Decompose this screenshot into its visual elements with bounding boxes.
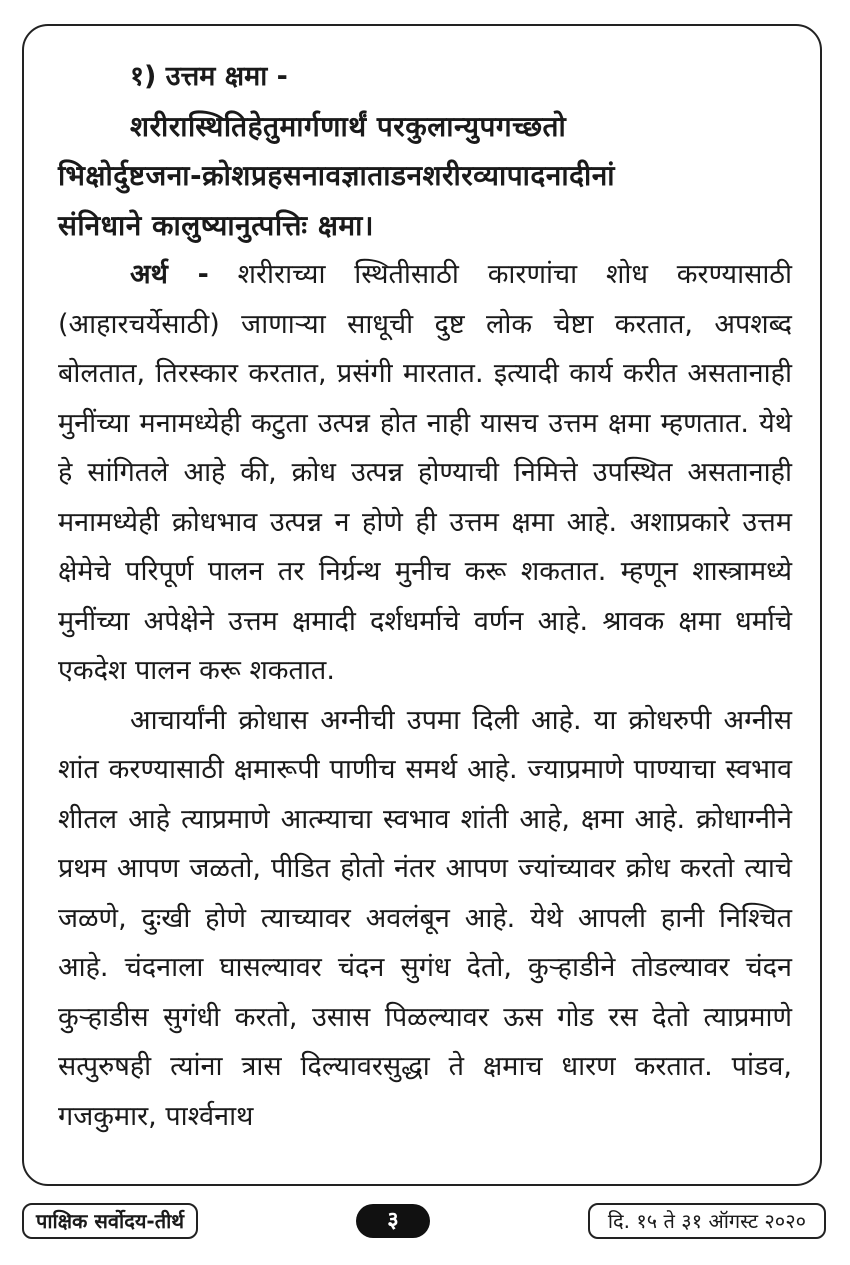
- verse-line-1: शरीरास्थितिहेतुमार्गणार्थं परकुलान्युपगच्छतो: [130, 109, 567, 143]
- publication-name-badge: पाक्षिक सर्वोदय-तीर्थ: [22, 1203, 198, 1239]
- sanskrit-verse: [58, 102, 792, 251]
- meaning-label: अर्थ -: [130, 259, 209, 290]
- verse-line-2: भिक्षोर्दुष्टजना-क्रोशप्रहसनावज्ञाताडनशरीरव्यापादनादीनां: [58, 159, 615, 192]
- meaning-paragraph: [58, 250, 792, 696]
- verse-line-3: संनिधाने कालुष्यानुत्पत्तिः क्षमा।: [58, 208, 375, 242]
- page-number-badge: ३: [356, 1204, 430, 1238]
- section-heading: १) उत्तम क्षमा -: [130, 61, 288, 92]
- body-paragraph: आचार्यांनी क्रोधास अग्नीची उपमा दिली आहे. या क्रोधरुपी अग्नीस शांत करण्यासाठी क्षमारूपी पाणीच समर्थ आहे. ज्याप्रमाणे पाण्याचा स्वभाव शीतल आहे त्याप्रमाणे आत्म्याचा स्वभाव शांती आहे, क्षमा आहे. क्रोधाग्नीने प्रथम आपण जळतो, पीडित होतो नंतर आपण ज्यांच्यावर क्रोध करतो त्याचे जळणे, दुःखी होणे त्याच्यावर अवलंबून आहे. येथे आपली हानी निश्चित आहे. चंदनाला घासल्यावर चंदन सुगंध देतो, कुऱ्हाडीने तोडल्यावर चंदन कुऱ्हाडीस सुगंधी करतो, उसास पिळल्यावर ऊस गोड रस देतो त्याप्रमाणे सत्पुरुषही त्यांना त्रास दिल्यावरसुद्धा ते क्षमाच धारण करतात. पांडव, गजकुमार, पार्श्वनाथ: [58, 704, 792, 1132]
- issue-date-badge: दि. १५ ते ३१ ऑगस्ट २०२०: [588, 1203, 826, 1239]
- meaning-text: शरीराच्या स्थितीसाठी कारणांचा शोध करण्यासाठी (आहारचर्येसाठी) जाणाऱ्या साधूची दुष्ट लोक चेष्टा करतात, अपशब्द बोलतात, तिरस्कार करतात, प्रसंगी मारतात. इत्यादी कार्य करीत असतानाही मुनींच्या मनामध्येही कटुता उत्पन्न होत नाही यासच उत्तम क्षमा म्हणतात. येथे हे सांगितले आहे की, क्रोध उत्पन्न होण्याची निमित्ते उपस्थित असतानाही मनामध्येही क्रोधभाव उत्पन्न न होणे ही उत्तम क्षमा आहे. अशाप्रकारे उत्तम क्षेमेचे परिपूर्ण पालन तर निर्ग्रन्थ मुनीच करू शकतात. म्हणून शास्त्रामध्ये मुनींच्या अपेक्षेने उत्तम क्षमादी दर्शधर्माचे वर्णन आहे. श्रावक क्षमा धर्माचे एकदेश पालन करू शकतात.: [58, 259, 792, 686]
- page-content: [58, 52, 792, 1141]
